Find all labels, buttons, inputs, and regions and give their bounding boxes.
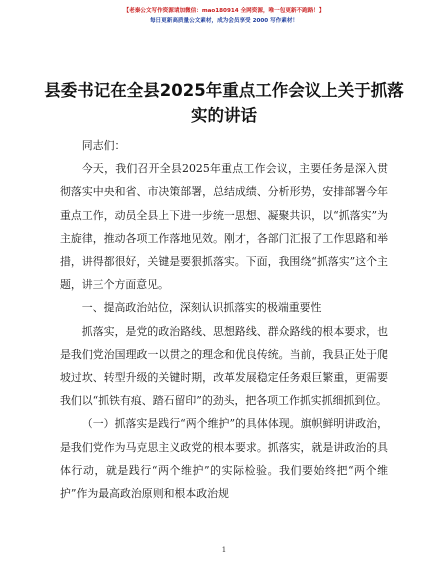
section-one-heading: 一、提高政治站位，深刻认识抓落实的极端重要性 — [81, 301, 322, 315]
salutation: 同志们： — [81, 139, 126, 152]
document-title: 县委书记在全县2025年重点工作会议上关于抓落实的讲话 — [44, 81, 404, 125]
subsection-one — [60, 412, 388, 505]
page-number: 1 — [221, 546, 227, 554]
header-notice-line: 【老秦公文写作资源请加微信：mao180914 全网资源，唯一包更新不跑路！】 — [123, 8, 325, 14]
document-body — [60, 134, 388, 505]
subsection-one-number: （一） — [81, 417, 115, 431]
subsection-one-text: 抓落实是践行“两个维护”的具体体现。旗帜鲜明讲政治，是我们党作为马克思主义政党的根本要求。抓落实，就是讲政治的具体行动，就是践行“两个维护”的实际检验。我们要始终把“两个维护”作为最高政治原则和根本政治规 — [60, 417, 388, 501]
intro-paragraph: 今天，我们召开全县2025年重点工作会议，主要任务是深入贯彻落实中央和省、市决策部署，总结成绩、分析形势，安排部署今年重点工作，动员全县上下进一步统一思想、凝聚共识，以“抓落实”为主旋律，推动各项工作落地见效。刚才，各部门汇报了工作思路和举措，讲得都很好，关键是要狠抓落实。下面，我围绕“抓落实”这个主题，讲三个方面意见。 — [60, 162, 388, 292]
section-one-paragraph: 抓落实，是党的政治路线、思想路线、群众路线的根本要求，也是我们党治国理政一以贯之的理念和优良传统。当前，我县正处于爬坡过坎、转型升级的关键时期，改革发展稳定任务艰巨繁重，更需要我们以“抓铁有痕、踏石留印”的劲头，把各项工作抓实抓细抓到位。 — [60, 324, 388, 408]
header-subscribe-line: 每日更新高质量公文素材，成为会员享受 2000 写作素材！ — [149, 18, 299, 24]
